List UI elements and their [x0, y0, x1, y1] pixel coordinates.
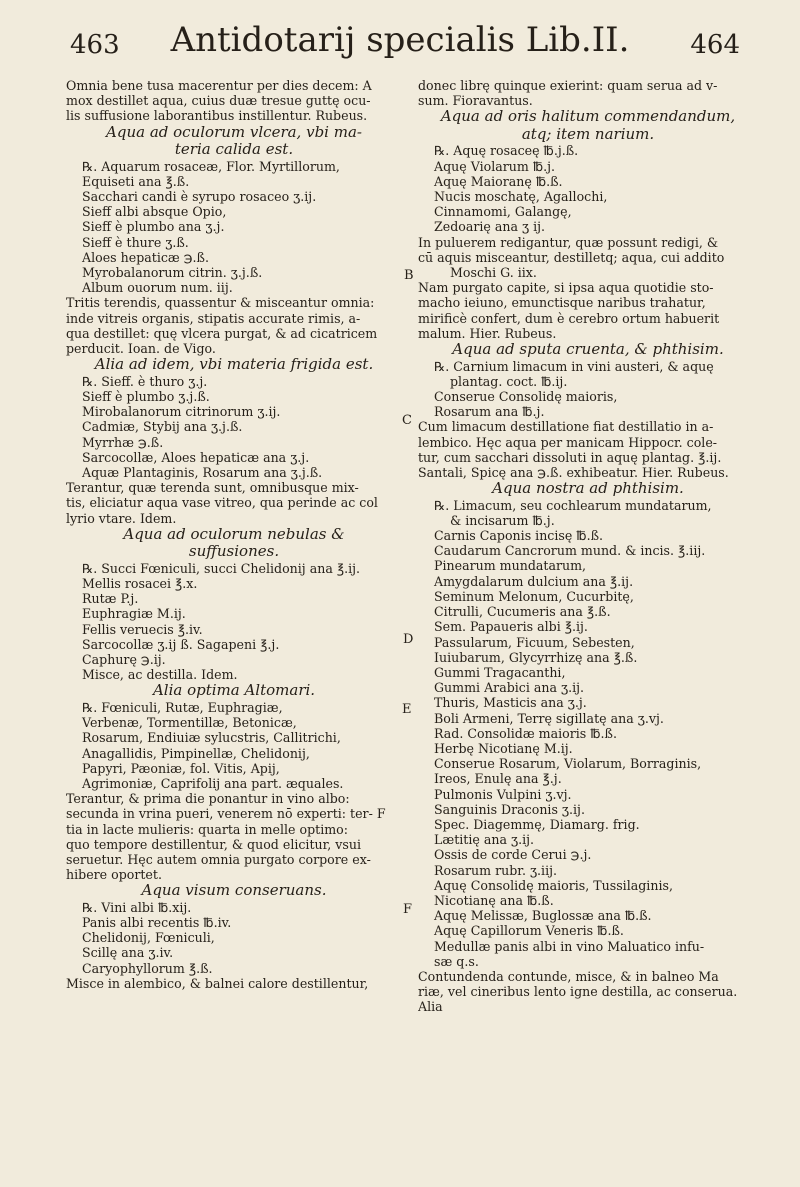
margin-letter-b: B: [404, 268, 414, 283]
margin-letter-c: C: [402, 413, 412, 428]
text-line: sæ q.s.: [434, 953, 479, 969]
text-line: sum. Fioravantus.: [418, 93, 533, 109]
text-line: ℞. Sieff. è thuro ʒ.j.: [82, 373, 208, 389]
recipe-heading: teria calida est.: [174, 140, 294, 159]
text-line: macho ieiuno, emunctisque naribus trahatur,: [418, 295, 706, 311]
text-line: riæ, vel cineribus lento igne destilla, ac conserua.: [418, 984, 738, 1000]
text-line: Misce in alembico, & balnei calore destillentur,: [66, 975, 369, 991]
text-line: Seminum Melonum, Cucurbitę,: [434, 588, 634, 604]
text-line: tia in lacte mulieris: quarta in melle optimo:: [66, 821, 348, 837]
text-line: Amygdalarum dulcium ana ℥.ij.: [434, 573, 634, 589]
text-line: Omnia bene tusa macerentur per dies decem: A: [66, 78, 372, 93]
text-line: Agrimoniæ, Caprifolij ana part. æquales.: [82, 775, 344, 791]
recipe-heading: Alia ad idem, vbi materia frigida est.: [94, 355, 374, 374]
text-line: Herbę Nicotianę M.ij.: [434, 740, 573, 756]
text-line: In puluerem redigantur, quæ possunt redigi, &: [418, 234, 719, 250]
text-line: Album ouorum num. iij.: [82, 280, 233, 296]
text-line: Sanguinis Draconis ʒ.ij.: [434, 801, 585, 817]
text-line: ℞. Aquę rosaceę ℔.j.ß.: [434, 143, 579, 159]
text-line: Terantur, quæ terenda sunt, omnibusque mix-: [66, 480, 359, 496]
text-line: Sieff è plumbo ʒ.j.ß.: [82, 388, 210, 404]
text-line: lyrio vtare. Idem.: [66, 510, 177, 526]
text-line: Ossis de corde Cerui ℈.j.: [434, 847, 592, 863]
text-line: Sarcocollæ ʒ.ij ß. Sagapeni ℥.j.: [82, 636, 280, 652]
text-line: Myrrhæ ℈.ß.: [82, 434, 164, 450]
text-line: Gummi Tragacanthi,: [434, 664, 566, 680]
text-line: Myrobalanorum citrin. ʒ.j.ß.: [82, 265, 263, 281]
margin-letter-f: F: [403, 902, 413, 917]
text-line: hibere oportet.: [66, 867, 162, 883]
text-line: Ireos, Enulę ana ℥.j.: [434, 771, 562, 787]
text-line: Panis albi recentis ℔.iv.: [82, 915, 232, 931]
text-line: Rutæ P.j.: [82, 591, 139, 607]
right-column: [418, 78, 758, 1015]
text-line: Pulmonis Vulpini ʒ.vj.: [434, 786, 572, 802]
text-line: Alia: [418, 999, 443, 1015]
margin-letter-d: D: [403, 632, 414, 647]
text-line: Nucis moschatę, Agallochi,: [434, 189, 608, 205]
text-line: ℞. Limacum, seu cochlearum mundatarum,: [434, 497, 712, 513]
text-line: Cinnamomi, Galangę,: [434, 204, 572, 220]
text-line: tur, cum sacchari dissoluti in aquę plantag. ℥.ij.: [418, 449, 722, 465]
recipe-heading: Alia optima Altomari.: [152, 681, 316, 700]
recipe-heading: Aqua ad oculorum vlcera, vbi ma-: [106, 122, 362, 141]
text-line: Terantur, & prima die ponantur in vino albo:: [66, 791, 350, 807]
text-line: inde vitreis organis, stipatis accurate rimis, a-: [66, 310, 361, 326]
text-line: ℞. Carnium limacum in vini austeri, & aquę: [434, 358, 714, 374]
text-line: ℞. Succi Fœniculi, succi Chelidonij ana ℥.ij.: [82, 560, 361, 576]
text-line: perducit. Ioan. de Vigo.: [66, 341, 216, 357]
text-line: Contundenda contunde, misce, & in balneo Ma: [418, 968, 719, 984]
text-line: Aquę Consolidę maioris, Tussilaginis,: [434, 877, 673, 893]
text-line: Aquæ Plantaginis, Rosarum ana ʒ.j.ß.: [82, 464, 323, 480]
page-number-right: 464: [690, 30, 740, 60]
recipe-heading: suffusiones.: [188, 542, 280, 561]
text-line: Rosarum rubr. ʒ.iij.: [434, 862, 558, 878]
text-line: Sem. Papaueris albi ℥.ij.: [434, 619, 588, 635]
text-line: Fellis veruecis ℥.iv.: [82, 621, 203, 637]
text-line: Anagallidis, Pimpinellæ, Chelidonij,: [82, 745, 310, 761]
text-line: secunda in vrina pueri, venerem nō experti: ter- F: [66, 806, 386, 822]
text-line: & incisarum ℔.j.: [450, 512, 555, 528]
text-line: Mirobalanorum citrinorum ʒ.ij.: [82, 404, 281, 420]
text-line: Tritis terendis, quassentur & misceantur omnia:: [66, 295, 375, 311]
recipe-heading: Aqua ad oris halitum commendandum,: [440, 107, 736, 126]
running-title: Antidotarij specialis Lib.II.: [170, 20, 630, 60]
text-line: Iuiubarum, Glycyrrhizę ana ℥.ß.: [434, 649, 638, 665]
text-line: Lætitię ana ʒ.ij.: [434, 832, 535, 848]
text-line: cū aquis misceantur, destilletq; aqua, cui addito: [418, 249, 725, 265]
text-line: plantag. coct. ℔.ij.: [450, 373, 568, 389]
text-line: Caryophyllorum ℥.ß.: [82, 960, 213, 976]
text-line: Verbenæ, Tormentillæ, Betonicæ,: [82, 715, 297, 731]
text-line: malum. Hier. Rubeus.: [418, 325, 557, 341]
text-line: Pinearum mundatarum,: [434, 558, 587, 574]
text-line: mirificè confert, dum è cerebro ortum habuerit: [418, 310, 720, 326]
text-line: Nam purgato capite, si ipsa aqua quotidie sto-: [418, 280, 714, 296]
text-line: Cadmiæ, Stybij ana ʒ.j.ß.: [82, 419, 243, 435]
text-line: Caphurę ℈.ij.: [82, 652, 166, 667]
recipe-heading: Aqua ad oculorum nebulas &: [123, 524, 345, 543]
recipe-heading: Aqua nostra ad phthisim.: [492, 479, 684, 498]
text-line: Chelidonij, Fœniculi,: [82, 930, 215, 946]
text-line: Aquę Maioranę ℔.ß.: [434, 173, 563, 189]
text-line: Citrulli, Cucumeris ana ℥.ß.: [434, 604, 611, 620]
text-line: Nicotianę ana ℔.ß.: [434, 892, 554, 908]
text-line: Papyri, Pæoniæ, fol. Vitis, Apij,: [82, 760, 280, 776]
text-line: tis, eliciatur aqua vase vitreo, qua perinde ac col: [66, 495, 378, 511]
text-line: Zedoarię ana ʒ ij.: [434, 219, 546, 235]
text-line: Medullæ panis albi in vino Maluatico infu-: [434, 938, 705, 954]
text-line: Equiseti ana ℥.ß.: [82, 173, 190, 189]
text-line: Euphragiæ M.ij.: [82, 606, 186, 622]
text-line: qua destillet: quę vlcera purgat, & ad cicatricem: [66, 325, 378, 341]
text-line: Sieff albi absque Opio,: [82, 204, 227, 220]
text-line: Thuris, Masticis ana ʒ.j.: [434, 695, 587, 711]
text-line: Mellis rosacei ℥.x.: [82, 575, 198, 591]
text-line: Aloes hepaticæ ℈.ß.: [82, 249, 209, 265]
text-line: mox destillet aqua, cuius duæ tresue guttę ocu-: [66, 93, 371, 109]
text-line: quo tempore destillentur, & quod elicitur, vsui: [66, 836, 361, 852]
text-line: Gummi Arabici ana ʒ.ij.: [434, 680, 585, 696]
text-line: ℞. Vini albi ℔.xij.: [82, 899, 192, 915]
recipe-heading: Aqua ad sputa cruenta, & phthisim.: [452, 340, 724, 359]
page-number-left: 463: [70, 30, 120, 60]
text-line: Moschi G. iix.: [450, 265, 537, 281]
text-line: Conserue Consolidę maioris,: [434, 388, 618, 404]
margin-letter-e: E: [402, 702, 412, 717]
text-line: Rad. Consolidæ maioris ℔.ß.: [434, 725, 617, 741]
text-line: ℞. Fœniculi, Rutæ, Euphragiæ,: [82, 699, 283, 715]
text-line: Sieff è plumbo ana ʒ.j.: [82, 219, 225, 235]
text-line: Boli Armeni, Terrę sigillatę ana ʒ.vj.: [434, 710, 664, 726]
text-line: Rosarum, Endiuiæ sylucstris, Callitrichi,: [82, 730, 341, 746]
text-line: lis suffusione laborantibus instillentur. Rubeus.: [66, 108, 368, 124]
text-line: Spec. Diagemmę, Diamarg. frig.: [434, 816, 640, 832]
text-line: Aquę Capillorum Veneris ℔.ß.: [434, 923, 624, 939]
text-line: Cum limacum destillatione fiat destillatio in a-: [418, 419, 714, 435]
text-line: lembico. Hęc aqua per manicam Hippocr. cole-: [418, 434, 718, 450]
text-line: Aquę Melissæ, Buglossæ ana ℔.ß.: [434, 908, 652, 924]
text-line: Scillę ana ʒ.iv.: [82, 945, 174, 961]
recipe-heading: Aqua visum conseruans.: [141, 881, 327, 900]
text-line: Passularum, Ficuum, Sebesten,: [434, 634, 635, 650]
text-line: Misce, ac destilla. Idem.: [82, 667, 238, 683]
text-line: seruetur. Hęc autem omnia purgato corpore ex-: [66, 851, 371, 867]
left-column: [66, 78, 402, 991]
text-line: donec librę quinque exierint: quam serua ad v-: [418, 78, 718, 93]
text-line: Aquę Violarum ℔.j.: [434, 158, 556, 174]
text-line: Caudarum Cancrorum mund. & incis. ℥.iij.: [434, 543, 706, 559]
text-line: Sieff è thure ʒ.ß.: [82, 234, 189, 250]
text-line: Sarcocollæ, Aloes hepaticæ ana ʒ.j.: [82, 449, 310, 465]
text-line: Sacchari candi è syrupo rosaceo ʒ.ij.: [82, 189, 317, 205]
text-line: Rosarum ana ℔.j.: [434, 404, 545, 420]
text-line: Santali, Spicę ana ℈.ß. exhibeatur. Hier. Rubeus.: [418, 464, 729, 480]
text-line: Conserue Rosarum, Violarum, Borraginis,: [434, 756, 702, 772]
text-line: ℞. Aquarum rosaceæ, Flor. Myrtillorum,: [82, 158, 340, 174]
text-line: Carnis Caponis incisę ℔.ß.: [434, 528, 604, 544]
recipe-heading: atq; item narium.: [521, 124, 655, 143]
